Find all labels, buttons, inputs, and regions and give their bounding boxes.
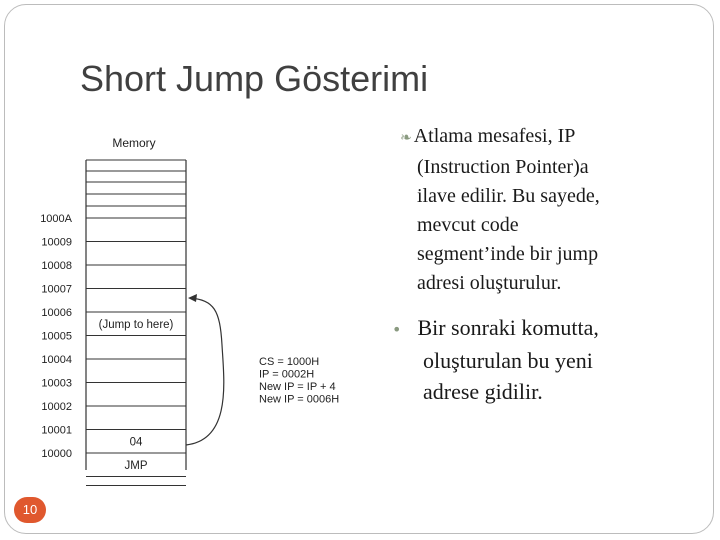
register-value-text: New IP = 0006H: [259, 393, 340, 406]
page-number-badge: 10: [14, 497, 46, 523]
memory-address-label: 10008: [41, 260, 72, 272]
memory-address-label: 10001: [41, 424, 72, 437]
register-value-text: IP = 0002H: [259, 368, 315, 381]
jump-arrow: [186, 298, 224, 445]
bullet-2-line-2: oluşturulan bu yeni: [423, 348, 593, 373]
memory-address-label: 10000: [41, 448, 72, 460]
memory-cell-value: (Jump to here): [98, 318, 174, 331]
memory-address-label: 10003: [41, 377, 72, 390]
memory-address-label: 10002: [41, 401, 72, 413]
slide-title: Short Jump Gösterimi: [80, 58, 429, 99]
jump-arrowhead: [188, 294, 197, 302]
memory-address-label: 10004: [41, 354, 72, 366]
bullet-2: [392, 312, 692, 407]
register-value-text: New IP = IP + 4: [259, 381, 336, 393]
memory-label: Memory: [112, 136, 156, 150]
memory-address-label: 10005: [41, 330, 72, 343]
bullet-1-line-6: adresi oluşturulur.: [417, 272, 562, 294]
bullet-2-line-1: Bir sonraki komutta,: [417, 315, 599, 340]
memory-address-label: 10007: [41, 283, 72, 296]
register-values: [259, 356, 339, 406]
memory-address-label: 1000A: [40, 213, 72, 225]
bullet-1: [400, 122, 670, 298]
bullet-1-line-1: Atlama mesafesi, IP: [413, 125, 576, 147]
bullet-1-line-2: (Instruction Pointer)a: [417, 156, 589, 178]
memory-cell-value: JMP: [124, 459, 148, 472]
memory-address-label: 10009: [41, 236, 72, 249]
memory-cells: [86, 160, 186, 486]
bullet-1-line-5: segment’inde bir jump: [417, 243, 599, 265]
memory-address-label: 10006: [41, 307, 72, 319]
register-value-text: CS = 1000H: [259, 356, 320, 368]
bullet-2-line-3: adrese gidilir.: [423, 379, 543, 404]
bullet-1-line-4: mevcut code: [417, 214, 519, 236]
address-labels: [40, 213, 72, 460]
bullet-1-line-3: ilave edilir. Bu sayede,: [417, 185, 600, 207]
memory-cell-value: 04: [129, 436, 143, 449]
dot-bullet-icon: •: [392, 320, 402, 339]
leaf-bullet-icon: ❧: [400, 130, 412, 146]
